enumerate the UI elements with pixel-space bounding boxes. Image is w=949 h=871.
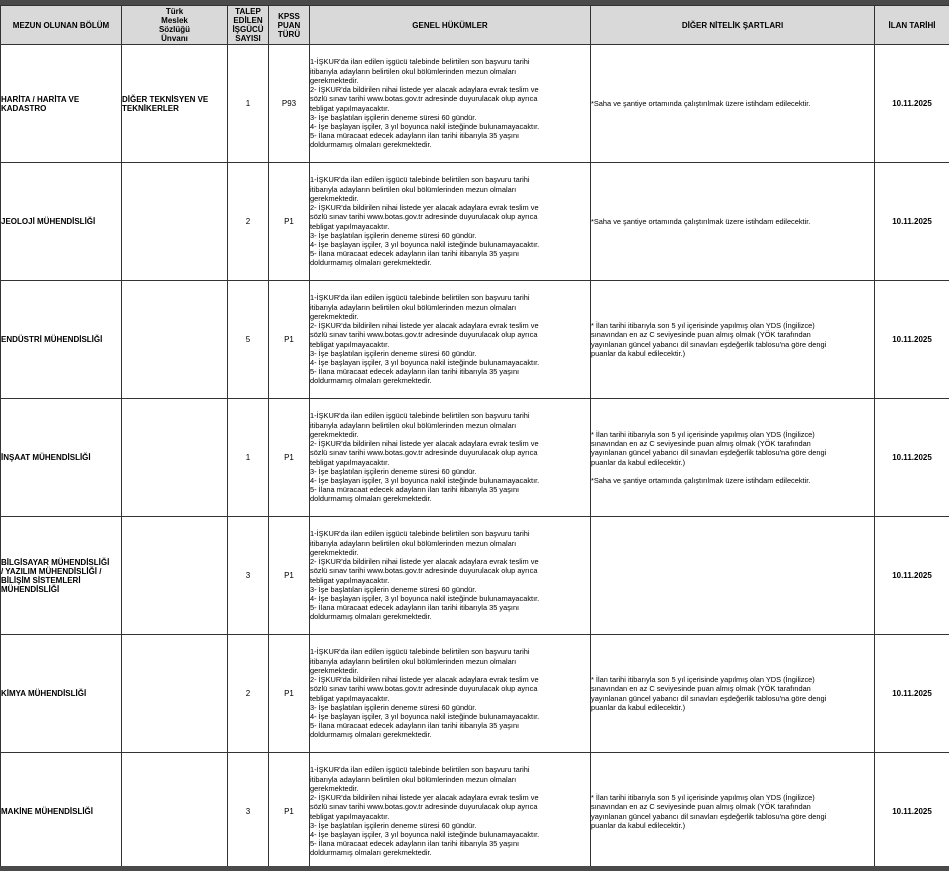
provision-line: 2- İŞKUR'da bildirilen nihai listede yer alacak adaylara evrak teslim ve [310,85,539,95]
provision-line: gerekmektedir. [310,429,359,439]
demand-count-cell: 1 [228,45,269,163]
requirement-line: puanlar da kabul edilecektir.) [591,457,686,467]
requirement-line: * İlan tarihi itibarıyla son 5 yıl içerisinde yapılmış olan YDS (İngilizce) [591,321,815,331]
provision-line: 5- İlana müracaat edecek adayların ilan tarihi itibarıyla 35 yaşını [310,367,520,377]
provision-line: 4- İşe başlayan işçiler, 3 yıl boyunca nakil isteğinde bulunamayacaktır. [310,829,540,839]
provision-line: itibarıyla adayların belirtilen okul bölümlerinden mezun olmaları [310,420,517,430]
provision-line: tebligat yapılmayacaktır. [310,811,390,821]
department-name: BİLİŞİM SİSTEMLERİ [1,575,81,585]
requirement-line: yayınlanan güncel yabancı dil sınavları eşdeğerlik tablosu'na göre dengi [591,693,827,703]
other-requirements-cell [591,517,875,635]
occupation-title: TEKNİKERLER [122,103,179,113]
provision-line: doldurmamış olmaları gerekmektedir. [310,376,432,386]
provision-line: 5- İlana müracaat edecek adayların ilan tarihi itibarıyla 35 yaşını [310,249,520,259]
provision-line: doldurmamış olmaları gerekmektedir. [310,140,432,150]
kpss-type-cell: P1 [269,635,310,753]
requirement-line: *Saha ve şantiye ortamında çalıştırılmak üzere istihdam edilecektir. [591,98,811,108]
occupation-cell [122,753,228,871]
provision-line: gerekmektedir. [310,547,359,557]
other-requirements-cell [591,635,875,753]
provision-line: 1-İŞKUR'da ilan edilen işgücü talebinde belirtilen son başvuru tarihi [310,57,530,67]
other-requirements-cell [591,281,875,399]
kpss-type-cell: P1 [269,753,310,871]
provision-line: 2- İŞKUR'da bildirilen nihai listede yer alacak adaylara evrak teslim ve [310,439,539,449]
announcement-date-cell: 10.11.2025 [875,163,949,281]
provision-line: 4- İşe başlayan işçiler, 3 yıl boyunca nakil isteğinde bulunamayacaktır. [310,593,540,603]
requirement-line: sınavından en az C seviyesinde puan almış olmak (YÖK tarafından [591,439,811,449]
requirement-line: *Saha ve şantiye ortamında çalıştırılmak üzere istihdam edilecektir. [591,475,811,485]
department-name: MÜHENDİSLİĞİ [1,584,60,594]
requirement-line: puanlar da kabul edilecektir.) [591,348,686,358]
department-name: / YAZILIM MÜHENDİSLİĞİ / [1,566,102,576]
requirement-line: * İlan tarihi itibarıyla son 5 yıl içerisinde yapılmış olan YDS (İngilizce) [591,675,815,685]
requirement-line: *Saha ve şantiye ortamında çalıştırılmak üzere istihdam edilecektir. [591,216,811,226]
department-cell [1,753,122,871]
requirement-line: sınavından en az C seviyesinde puan almış olmak (YÖK tarafından [591,802,811,812]
provision-line: 3- İşe başlatılan işçilerin deneme süresi 60 gündür. [310,466,477,476]
general-provisions-cell [310,163,591,281]
provision-line: itibarıyla adayların belirtilen okul bölümlerinden mezun olmaları [310,302,517,312]
provision-line: 1-İŞKUR'da ilan edilen işgücü talebinde belirtilen son başvuru tarihi [310,411,530,421]
provision-line: tebligat yapılmayacaktır. [310,103,390,113]
general-provisions-cell [310,517,591,635]
demand-count-cell: 2 [228,163,269,281]
requirement-line: puanlar da kabul edilecektir.) [591,820,686,830]
occupation-title: DİĞER TEKNİSYEN VE [122,94,209,104]
provision-line: doldurmamış olmaları gerekmektedir. [310,258,432,268]
provision-line: 3- İşe başlatılan işçilerin deneme süresi 60 gündür. [310,230,477,240]
other-requirements-cell [591,753,875,871]
provision-line: 2- İŞKUR'da bildirilen nihai listede yer alacak adaylara evrak teslim ve [310,793,539,803]
department-name: KADASTRO [1,103,47,113]
other-requirements-cell [591,45,875,163]
occupation-cell [122,163,228,281]
table-row [1,163,949,281]
provision-line: tebligat yapılmayacaktır. [310,221,390,231]
provision-line: doldurmamış olmaları gerekmektedir. [310,730,432,740]
provision-line: 3- İşe başlatılan işçilerin deneme süresi 60 gündür. [310,348,477,358]
provision-line: 1-İŞKUR'da ilan edilen işgücü talebinde belirtilen son başvuru tarihi [310,765,530,775]
requirement-line: puanlar da kabul edilecektir.) [591,702,686,712]
provision-line: sözlü sınav tarihi www.botas.gov.tr adresinde duyurulacak olup ayrıca [310,684,538,694]
kpss-type-cell: P93 [269,45,310,163]
general-provisions-cell [310,635,591,753]
job-listing-table [0,5,949,871]
requirement-line: * İlan tarihi itibarıyla son 5 yıl içerisinde yapılmış olan YDS (İngilizce) [591,793,815,803]
department-cell [1,635,122,753]
header-kpss: KPSS PUAN TÜRÜ [269,6,310,45]
occupation-cell [122,517,228,635]
table-row [1,753,949,871]
kpss-type-cell: P1 [269,399,310,517]
department-name: ENDÜSTRİ MÜHENDİSLİĞİ [1,335,103,344]
provision-line: tebligat yapılmayacaktır. [310,457,390,467]
provision-line: 5- İlana müracaat edecek adayların ilan tarihi itibarıyla 35 yaşını [310,603,520,613]
provision-line: gerekmektedir. [310,311,359,321]
header-talep: TALEP EDİLEN İŞGÜCÜ SAYISI [228,6,269,45]
department-name: İNŞAAT MÜHENDİSLİĞİ [1,453,91,462]
provision-line: 3- İşe başlatılan işçilerin deneme süresi 60 gündür. [310,112,477,122]
provision-line: itibarıyla adayların belirtilen okul bölümlerinden mezun olmaları [310,184,517,194]
provision-line: 1-İŞKUR'da ilan edilen işgücü talebinde belirtilen son başvuru tarihi [310,175,530,185]
provision-line: 4- İşe başlayan işçiler, 3 yıl boyunca nakil isteğinde bulunamayacaktır. [310,711,540,721]
kpss-type-cell: P1 [269,163,310,281]
requirement-line: sınavından en az C seviyesinde puan almış olmak (YÖK tarafından [591,684,811,694]
header-tarih: İLAN TARİHİ [875,6,949,45]
occupation-cell [122,45,228,163]
table-row [1,45,949,163]
table-row [1,517,949,635]
requirement-line: yayınlanan güncel yabancı dil sınavları eşdeğerlik tablosu'na göre dengi [591,811,827,821]
announcement-date-cell: 10.11.2025 [875,45,949,163]
provision-line: sözlü sınav tarihi www.botas.gov.tr adresinde duyurulacak olup ayrıca [310,330,538,340]
general-provisions-cell [310,399,591,517]
general-provisions-cell [310,281,591,399]
requirement-line: * İlan tarihi itibarıyla son 5 yıl içerisinde yapılmış olan YDS (İngilizce) [591,429,815,439]
kpss-type-cell: P1 [269,517,310,635]
other-requirements-cell [591,399,875,517]
provision-line: 4- İşe başlayan işçiler, 3 yıl boyunca nakil isteğinde bulunamayacaktır. [310,239,540,249]
header-row [1,6,949,45]
department-cell [1,281,122,399]
provision-line: 3- İşe başlatılan işçilerin deneme süresi 60 gündür. [310,820,477,830]
provision-line: 4- İşe başlayan işçiler, 3 yıl boyunca nakil isteğinde bulunamayacaktır. [310,357,540,367]
department-cell [1,399,122,517]
provision-line: 3- İşe başlatılan işçilerin deneme süresi 60 gündür. [310,702,477,712]
department-cell [1,163,122,281]
occupation-cell [122,635,228,753]
table-row [1,281,949,399]
demand-count-cell: 3 [228,517,269,635]
demand-count-cell: 1 [228,399,269,517]
provision-line: 2- İŞKUR'da bildirilen nihai listede yer alacak adaylara evrak teslim ve [310,675,539,685]
provision-line: sözlü sınav tarihi www.botas.gov.tr adresinde duyurulacak olup ayrıca [310,94,538,104]
announcement-date-cell: 10.11.2025 [875,635,949,753]
announcement-date-cell: 10.11.2025 [875,399,949,517]
provision-line: doldurmamış olmaları gerekmektedir. [310,848,432,858]
demand-count-cell: 3 [228,753,269,871]
provision-line: 2- İŞKUR'da bildirilen nihai listede yer alacak adaylara evrak teslim ve [310,557,539,567]
department-cell [1,517,122,635]
occupation-cell [122,399,228,517]
provision-line: gerekmektedir. [310,193,359,203]
provision-line: 1-İŞKUR'da ilan edilen işgücü talebinde belirtilen son başvuru tarihi [310,529,530,539]
provision-line: 5- İlana müracaat edecek adayların ilan tarihi itibarıyla 35 yaşını [310,839,520,849]
provision-line: 1-İŞKUR'da ilan edilen işgücü talebinde belirtilen son başvuru tarihi [310,293,530,303]
provision-line: doldurmamış olmaları gerekmektedir. [310,494,432,504]
requirement-line: sınavından en az C seviyesinde puan almış olmak (YÖK tarafından [591,330,811,340]
header-genel: GENEL HÜKÜMLER [310,6,591,45]
header-diger: DİĞER NİTELİK ŞARTLARI [591,6,875,45]
header-bolum: MEZUN OLUNAN BÖLÜM [1,6,122,45]
provision-line: tebligat yapılmayacaktır. [310,339,390,349]
provision-line: itibarıyla adayların belirtilen okul bölümlerinden mezun olmaları [310,538,517,548]
other-requirements-cell [591,163,875,281]
provision-line: itibarıyla adayların belirtilen okul bölümlerinden mezun olmaları [310,774,517,784]
provision-line: 3- İşe başlatılan işçilerin deneme süresi 60 gündür. [310,584,477,594]
provision-line: sözlü sınav tarihi www.botas.gov.tr adresinde duyurulacak olup ayrıca [310,802,538,812]
provision-line: 4- İşe başlayan işçiler, 3 yıl boyunca nakil isteğinde bulunamayacaktır. [310,121,540,131]
provision-line: itibarıyla adayların belirtilen okul bölümlerinden mezun olmaları [310,656,517,666]
provision-line: sözlü sınav tarihi www.botas.gov.tr adresinde duyurulacak olup ayrıca [310,448,538,458]
department-name: BİLGİSAYAR MÜHENDİSLİĞİ [1,557,110,567]
requirement-line: yayınlanan güncel yabancı dil sınavları eşdeğerlik tablosu'na göre dengi [591,448,827,458]
provision-line: gerekmektedir. [310,783,359,793]
provision-line: tebligat yapılmayacaktır. [310,575,390,585]
department-name: MAKİNE MÜHENDİSLİĞİ [1,807,93,816]
provision-line: gerekmektedir. [310,665,359,675]
provision-line: itibarıyla adayların belirtilen okul bölümlerinden mezun olmaları [310,66,517,76]
table-row [1,399,949,517]
table-row [1,635,949,753]
provision-line: tebligat yapılmayacaktır. [310,693,390,703]
department-name: HARİTA / HARİTA VE [1,94,80,104]
requirement-line: yayınlanan güncel yabancı dil sınavları eşdeğerlik tablosu'na göre dengi [591,339,827,349]
general-provisions-cell [310,753,591,871]
provision-line: 2- İŞKUR'da bildirilen nihai listede yer alacak adaylara evrak teslim ve [310,203,539,213]
department-cell [1,45,122,163]
provision-line: 5- İlana müracaat edecek adayların ilan tarihi itibarıyla 35 yaşını [310,721,520,731]
header-meslek: Türk Meslek Sözlüğü Ünvanı [122,6,228,45]
general-provisions-cell [310,45,591,163]
kpss-type-cell: P1 [269,281,310,399]
provision-line: 2- İŞKUR'da bildirilen nihai listede yer alacak adaylara evrak teslim ve [310,321,539,331]
paragraph-gap [591,467,874,476]
bottom-border [0,866,949,871]
demand-count-cell: 5 [228,281,269,399]
provision-line: 5- İlana müracaat edecek adayların ilan tarihi itibarıyla 35 yaşını [310,485,520,495]
provision-line: 5- İlana müracaat edecek adayların ilan tarihi itibarıyla 35 yaşını [310,131,520,141]
provision-line: sözlü sınav tarihi www.botas.gov.tr adresinde duyurulacak olup ayrıca [310,566,538,576]
announcement-date-cell: 10.11.2025 [875,281,949,399]
provision-line: sözlü sınav tarihi www.botas.gov.tr adresinde duyurulacak olup ayrıca [310,212,538,222]
provision-line: 1-İŞKUR'da ilan edilen işgücü talebinde belirtilen son başvuru tarihi [310,647,530,657]
demand-count-cell: 2 [228,635,269,753]
occupation-cell [122,281,228,399]
department-name: JEOLOJİ MÜHENDİSLİĞİ [1,217,96,226]
department-name: KİMYA MÜHENDİSLİĞİ [1,689,87,698]
announcement-date-cell: 10.11.2025 [875,517,949,635]
provision-line: gerekmektedir. [310,75,359,85]
announcement-date-cell: 10.11.2025 [875,753,949,871]
provision-line: 4- İşe başlayan işçiler, 3 yıl boyunca nakil isteğinde bulunamayacaktır. [310,475,540,485]
provision-line: doldurmamış olmaları gerekmektedir. [310,612,432,622]
